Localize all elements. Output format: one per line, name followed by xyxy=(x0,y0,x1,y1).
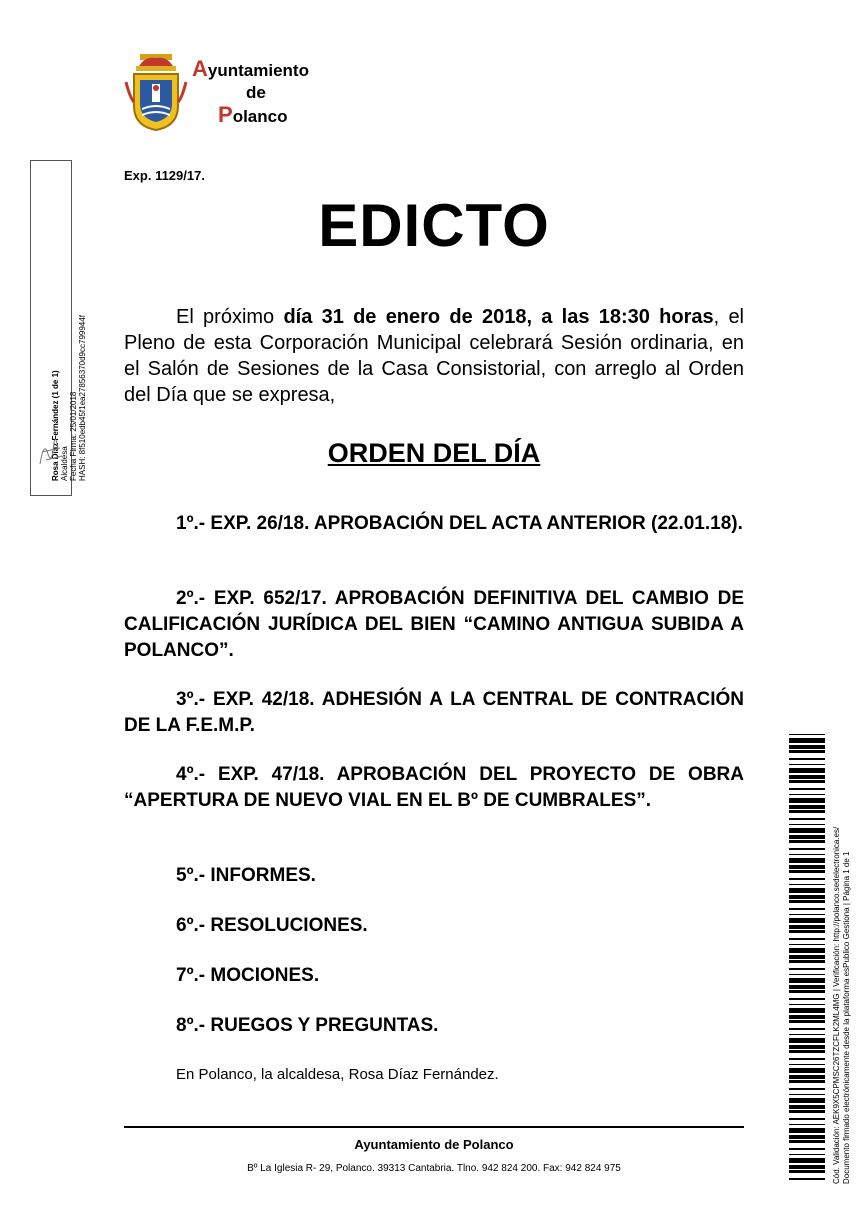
footer-address: Bº La Iglesia R- 29, Polanco. 39313 Cantabria. Tlno. 942 824 200. Fax: 942 824 975 xyxy=(247,1163,621,1174)
intro-paragraph xyxy=(124,304,744,408)
page-title: EDICTO xyxy=(318,192,550,259)
closing-signature-line: En Polanco, la alcaldesa, Rosa Díaz Fernández. xyxy=(176,1066,499,1083)
agenda-item-3: 3º.- EXP. 42/18. ADHESIÓN A LA CENTRAL DE CONTRACIÓN DE LA F.E.M.P. xyxy=(124,689,744,736)
signature-hash: HASH: 8f510edb45f1ea27856370d9cc799944f xyxy=(78,315,87,481)
coat-of-arms-logo xyxy=(124,52,188,132)
verification-text xyxy=(832,724,852,1184)
signer-name: Rosa Díaz Fernández (1 de 1) xyxy=(51,370,60,481)
intro-text-start: El próximo xyxy=(176,306,284,328)
handwritten-signature-icon xyxy=(34,430,66,470)
agenda-item-1: 1º.- EXP. 26/18. APROBACIÓN DEL ACTA ANTERIOR (22.01.18). xyxy=(176,513,743,534)
agenda-item-4: 4º.- EXP. 47/18. APROBACIÓN DEL PROYECTO DE OBRA “APERTURA DE NUEVO VIAL EN EL Bº DE CUMBRALES”. xyxy=(124,764,744,811)
barcode-icon xyxy=(789,734,825,1184)
agenda-item-8: 8º.- RUEGOS Y PREGUNTAS. xyxy=(176,1015,439,1036)
agenda-heading xyxy=(124,438,744,469)
verification-platform-line: Documento firmado electrónicamente desde la plataforma esPublico Gestiona | Página 1 de 1 xyxy=(842,851,851,1184)
agenda-heading-text: ORDEN DEL DÍA xyxy=(327,438,541,468)
intro-date-time: día 31 de enero de 2018, a las 18:30 horas xyxy=(283,306,714,328)
agenda-item-7: 7º.- MOCIONES. xyxy=(176,965,320,986)
intro-text-end: , el Pleno de esta Corporación Municipal celebrará Sesión ordinaria, en el Salón de Sesiones de la Casa Consistorial, con arreglo al Orden del Día que se expresa, xyxy=(124,306,745,406)
wordmark-line2: de xyxy=(246,83,266,102)
municipality-wordmark xyxy=(192,58,322,128)
wordmark-cap-a: A xyxy=(192,56,208,81)
wordmark-line1: yuntamiento xyxy=(207,61,309,80)
signature-date: Fecha Firma: 25/01/2018 xyxy=(69,391,78,481)
signer-role: Alcaldesa xyxy=(60,446,69,481)
wordmark-cap-p: P xyxy=(218,102,233,127)
wordmark-line3: olanco xyxy=(232,107,288,126)
agenda-item-5: 5º.- INFORMES. xyxy=(176,865,316,886)
agenda-item-2: 2º.- EXP. 652/17. APROBACIÓN DEFINITIVA DEL CAMBIO DE CALIFICACIÓN JURÍDICA DEL BIEN “CAMINO ANTIGUA SUBIDA A POLANCO”. xyxy=(124,588,744,661)
footer-organization: Ayuntamiento de Polanco xyxy=(354,1137,514,1152)
expedient-number: Exp. 1129/17. xyxy=(124,168,205,183)
verification-code-line: Cód. Validación: AEK9X5CPMSC26TZCFLK2ML4MG | Verificación: http://polanco.sedelectronica.es/ xyxy=(832,826,841,1184)
footer-divider xyxy=(124,1126,744,1128)
agenda-item-6: 6º.- RESOLUCIONES. xyxy=(176,915,368,936)
